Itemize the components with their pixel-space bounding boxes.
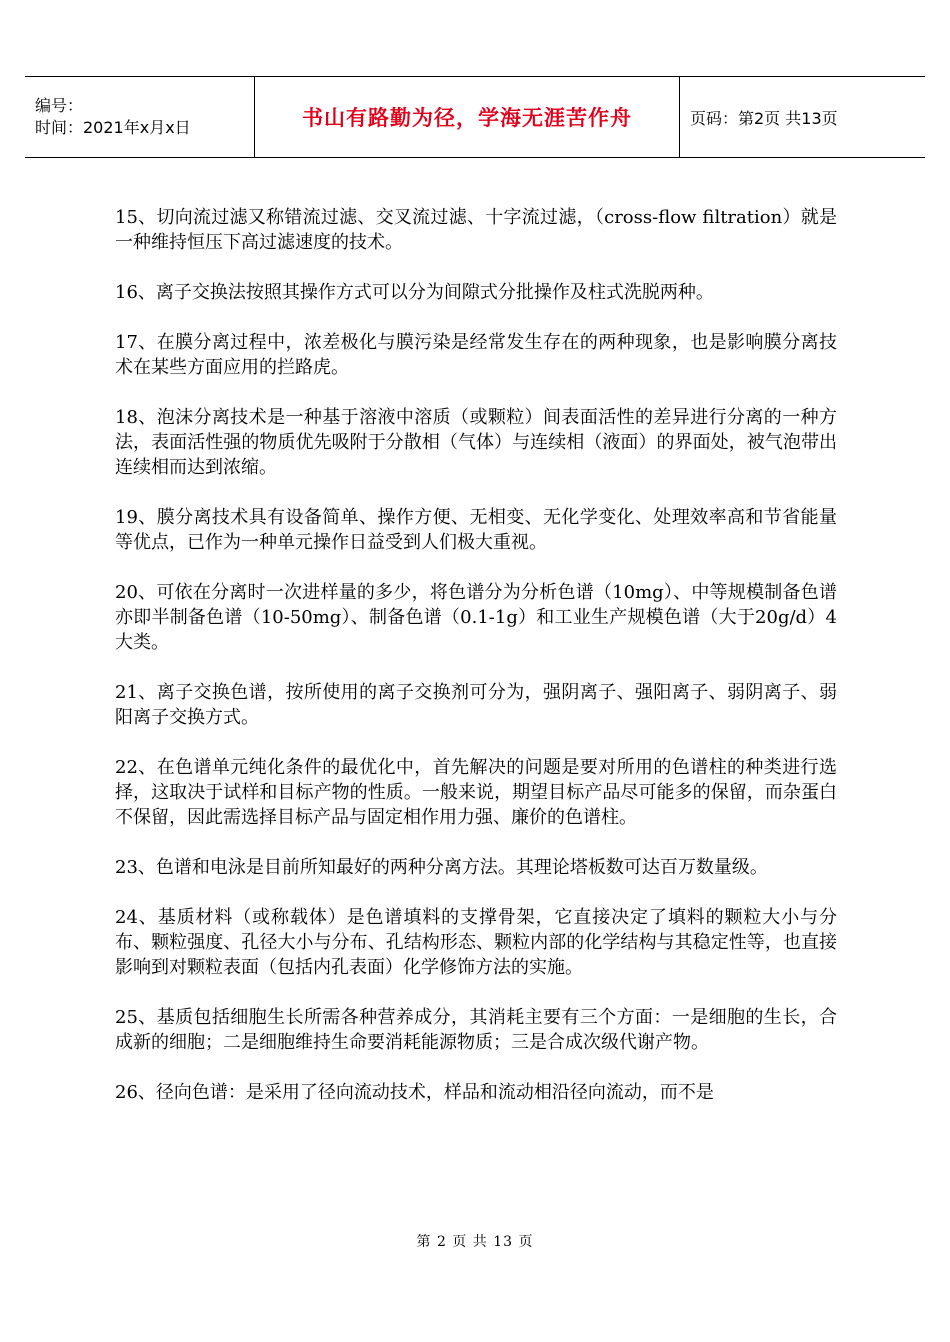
paragraph-20: 20、可依在分离时一次进样量的多少，将色谱分为分析色谱（10mg）、中等规模制备色谱亦即半制备色谱（10-50mg）、制备色谱（0.1-1g）和工业生产规模色谱（大于20g/d）4大类。 — [115, 582, 837, 653]
paragraph-18: 18、泡沫分离技术是一种基于溶液中溶质（或颗粒）间表面活性的差异进行分离的一种方法，表面活性强的物质优先吸附于分散相（气体）与连续相（液面）的界面处，被气泡带出连续相而达到浓缩。 — [115, 407, 837, 478]
header-motto: 书山有路勤为径，学海无涯苦作舟 — [302, 106, 632, 130]
header-page-info: 页码：第2页 共13页 — [690, 108, 838, 128]
page-header — [25, 76, 925, 158]
header-page-info-cell — [680, 77, 925, 157]
document-number-label: 编号： — [35, 96, 84, 115]
paragraph-26: 26、径向色谱：是采用了径向流动技术，样品和流动相沿径向流动，而不是 — [115, 1082, 714, 1103]
paragraph-24: 24、基质材料（或称载体）是色谱填料的支撑骨架，它直接决定了填料的颗粒大小与分布、颗粒强度、孔径大小与分布、孔结构形态、颗粒内部的化学结构与其稳定性等，也直接影响到对颗粒表面（包括内孔表面）化学修饰方法的实施。 — [115, 907, 837, 978]
header-meta — [25, 77, 255, 157]
paragraph-16: 16、离子交换法按照其操作方式可以分为间隙式分批操作及柱式洗脱两种。 — [115, 282, 714, 303]
paragraph-23: 23、色谱和电泳是目前所知最好的两种分离方法。其理论塔板数可达百万数量级。 — [115, 857, 768, 878]
header-motto-cell — [255, 77, 680, 157]
paragraph-15: 15、切向流过滤又称错流过滤、交叉流过滤、十字流过滤，（cross-flow filtration）就是一种维持恒压下高过滤速度的技术。 — [115, 207, 837, 253]
paragraph-19: 19、膜分离技术具有设备简单、操作方便、无相变、无化学变化、处理效率高和节省能量等优点，已作为一种单元操作日益受到人们极大重视。 — [115, 507, 837, 553]
page-footer: 第 2 页 共 13 页 — [416, 1234, 534, 1250]
document-time: 时间：2021年x月x日 — [35, 118, 191, 137]
paragraph-22: 22、在色谱单元纯化条件的最优化中，首先解决的问题是要对所用的色谱柱的种类进行选择，这取决于试样和目标产物的性质。一般来说，期望目标产品尽可能多的保留，而杂蛋白不保留，因此需选择目标产品与固定相作用力强、廉价的色谱柱。 — [115, 757, 837, 828]
paragraph-21: 21、离子交换色谱，按所使用的离子交换剂可分为，强阴离子、强阳离子、弱阴离子、弱阳离子交换方式。 — [115, 682, 837, 728]
document-body — [115, 205, 837, 1130]
paragraph-17: 17、在膜分离过程中，浓差极化与膜污染是经常发生存在的两种现象，也是影响膜分离技术在某些方面应用的拦路虎。 — [115, 332, 837, 378]
paragraph-25: 25、基质包括细胞生长所需各种营养成分，其消耗主要有三个方面：一是细胞的生长，合成新的细胞；二是细胞维持生命要消耗能源物质；三是合成次级代谢产物。 — [115, 1007, 837, 1053]
